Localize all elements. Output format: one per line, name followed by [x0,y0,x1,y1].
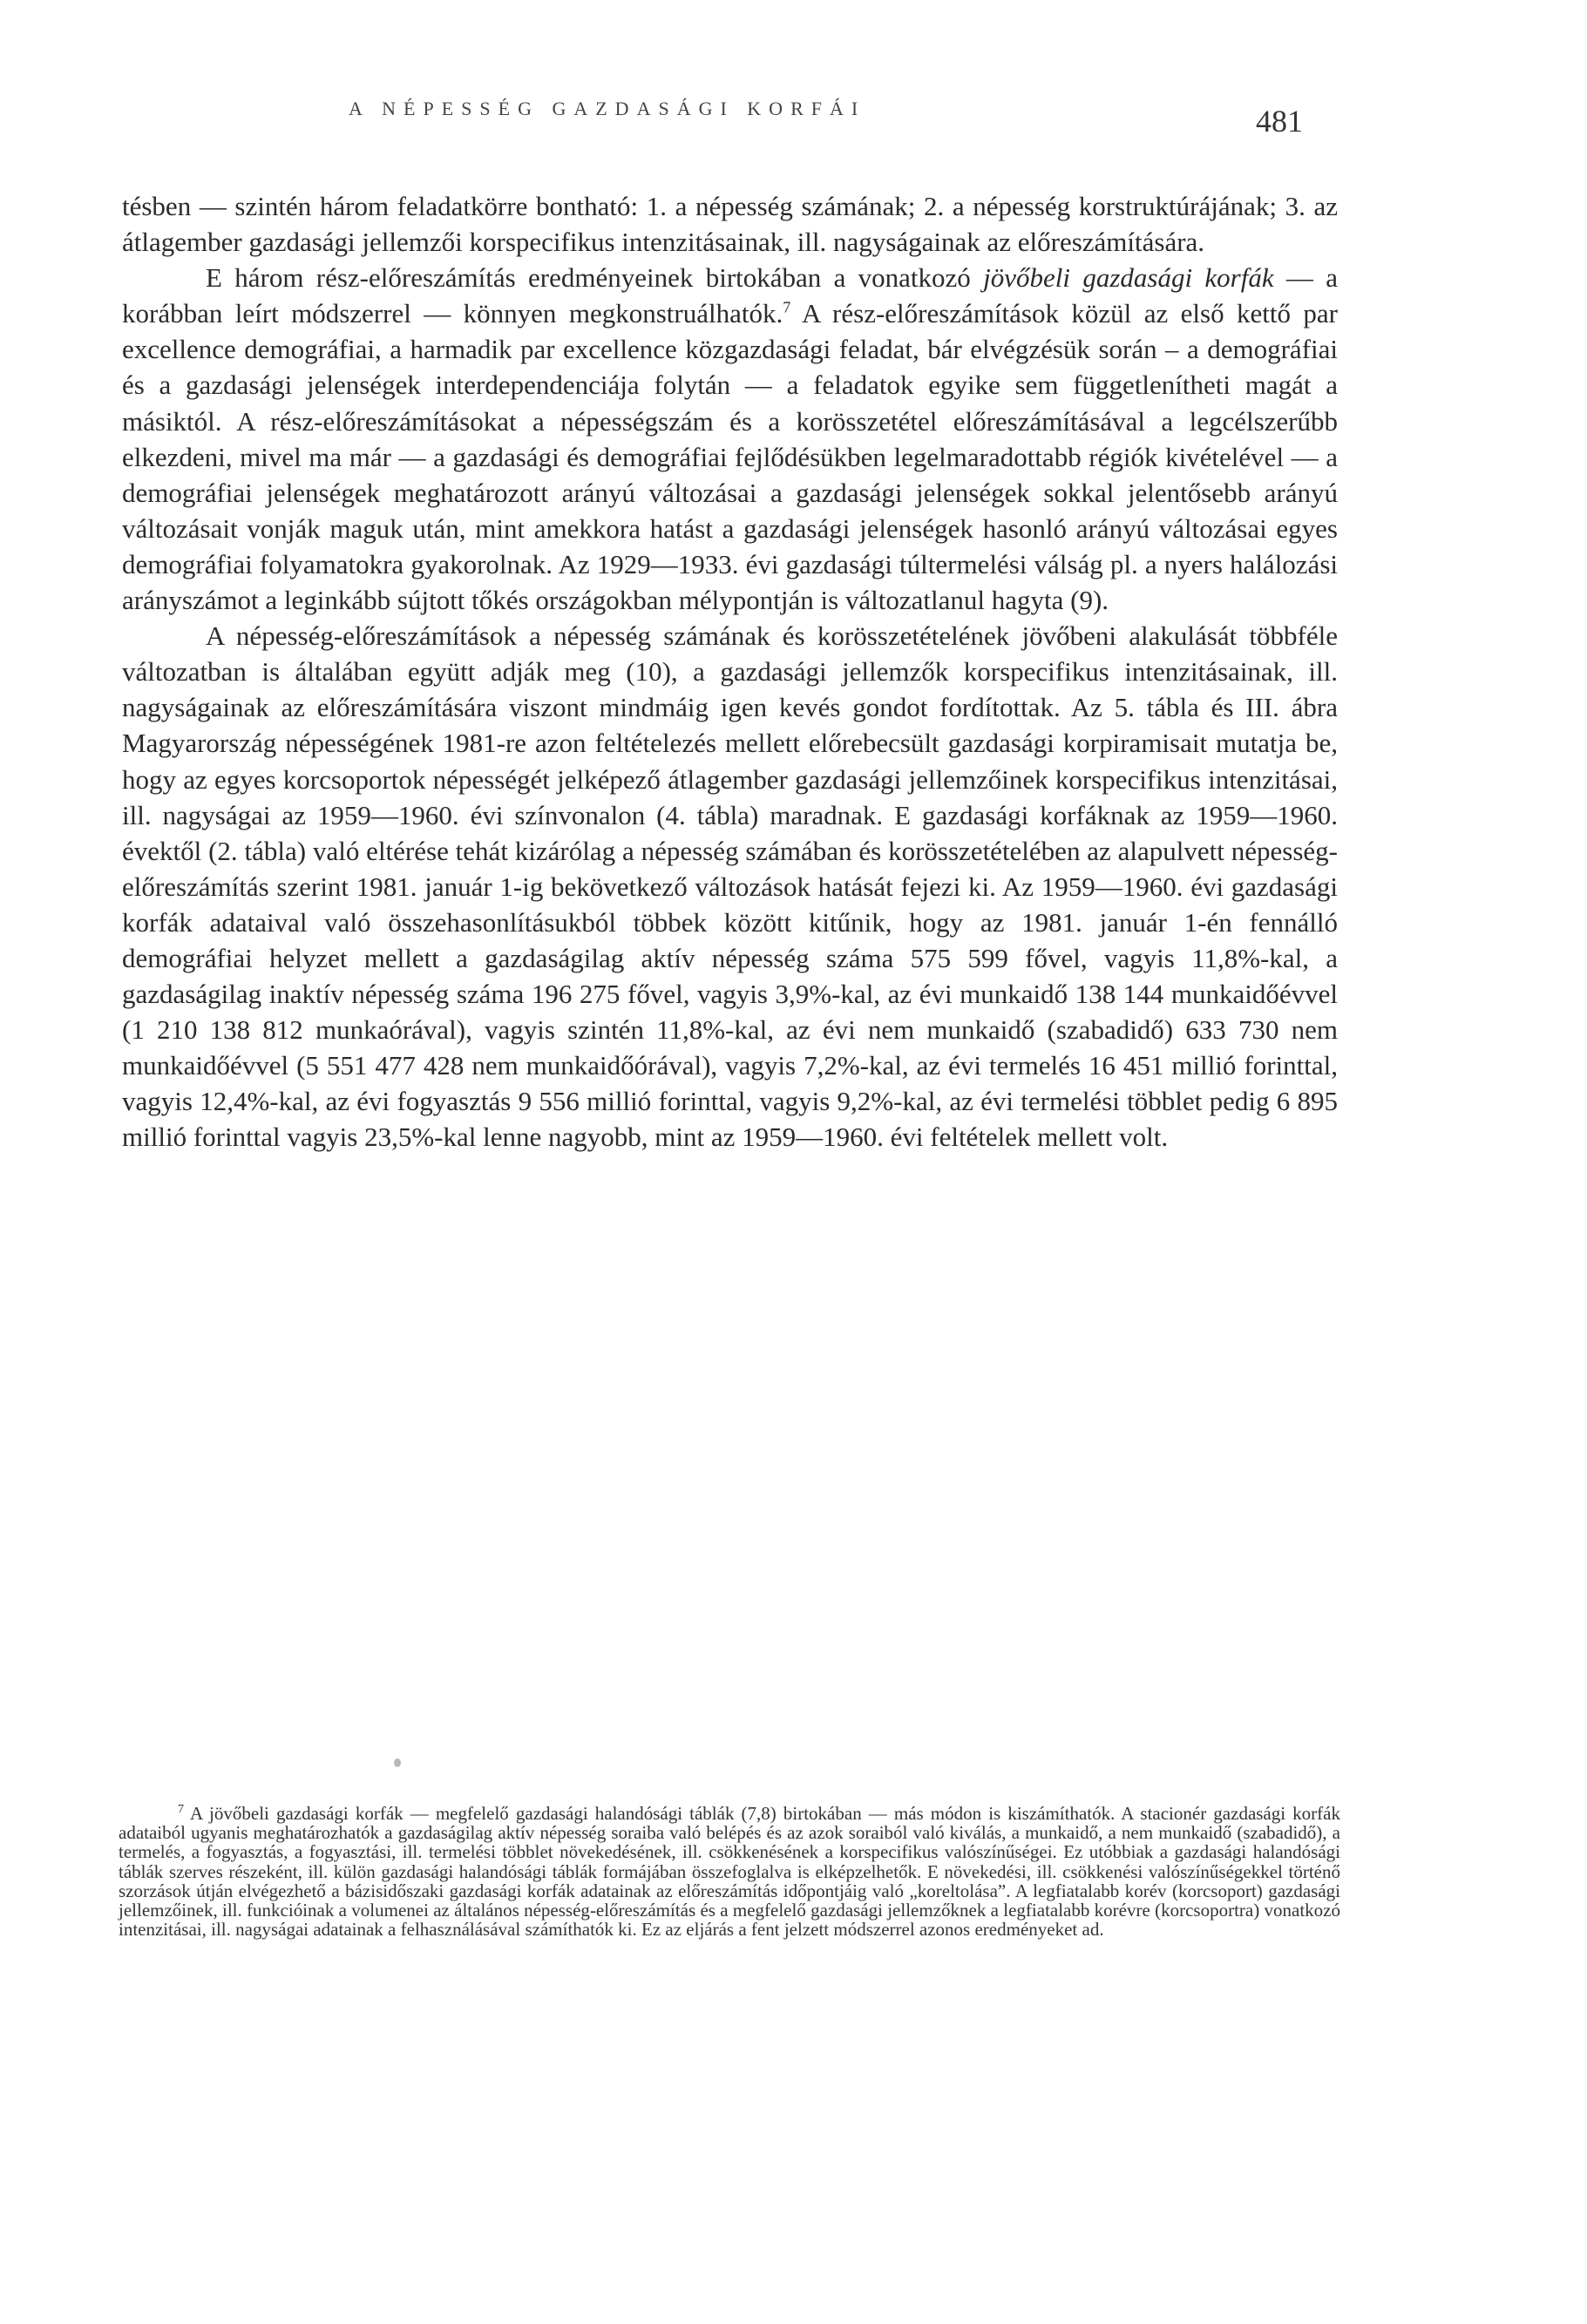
paragraph-2-end: A rész-előreszámítások közül az első kettő par excellence demográfiai, a harmadik par excellence közgazdasági feladat, bár elvégzésük során – a demográfiai és a gazdasági jelenségek interdependenciája folytán — a feladatok egyike sem függetlenítheti magát a másiktól. A rész-előreszámításokat a népességszám és a korösszetétel előreszámításával a legcélszerűbb elkezdeni, mivel ma már — a gazdasági és demográfiai fejlődésükben legelmaradottabb régiók kivételével — a demográfiai jelenségek meghatározott arányú változásai a gazdasági jelenségek sokkal jelentősebb arányú változásait vonják maguk után, mint amekkora hatást a gazdasági jelenségek hasonló arányú változásai egyes demográfiai folyamatokra gyakorolnak. Az 1929—1933. évi gazdasági túltermelési válság pl. a nyers halálozási arányszámot a leginkább sújtott tőkés országokban mélypontján is változatlanul hagyta (9). [122,298,1338,616]
footnote-marker: 7 [178,1803,184,1816]
footnote [119,1804,1340,1939]
main-text [122,188,1338,1155]
paragraph-2 [122,260,1338,618]
paragraph-3: A népesség-előreszámítások a népesség számának és korösszetételének jövőbeni alakulását többféle változatban is általában együtt adják meg (10), a gazdasági jellemzők korspecifikus intenzitásainak, ill. nagyságainak az előreszámítására viszont mindmáig igen kevés gondot fordítottak. Az 5. tábla és III. ábra Magyarország népességének 1981-re azon feltételezés mellett előrebecsült gazdasági korpiramisait mutatja be, hogy az egyes korcsoportok népességét jelképező átlagember gazdasági jellemzőinek korspecifikus intenzitásai, ill. nagyságai az 1959—1960. évi színvonalon (4. tábla) maradnak. E gazdasági korfáknak az 1959—1960. évektől (2. tábla) való eltérése tehát kizárólag a népesség számában és korösszetételében az alapulvett népesség-előreszámítás szerint 1981. január 1-ig bekövetkező változások hatását fejezi ki. Az 1959—1960. évi gazdasági korfák adataival való összehasonlításukból többek között kitűnik, hogy az 1981. január 1-én fennálló demográfiai helyzet mellett a gazdaságilag aktív népesség száma 575 599 fővel, vagyis 11,8%-kal, a gazdaságilag inaktív népesség száma 196 275 fővel, vagyis 3,9%-kal, az évi munkaidő 138 144 munkaidőévvel (1 210 138 812 munkaórával), vagyis szintén 11,8%-kal, az évi nem munkaidő (szabadidő) 633 730 nem munkaidőévvel (5 551 477 428 nem munkaidőórával), vagyis 7,2%-kal, az évi termelés 16 451 millió forinttal, vagyis 12,4%-kal, az évi fogyasztás 9 556 millió forinttal, vagyis 9,2%-kal, az évi termelési többlet pedig 6 895 millió forinttal vagyis 23,5%-kal lenne nagyobb, mint az 1959—1960. évi feltételek mellett volt. [122,620,1338,1153]
print-smudge [394,1758,401,1767]
running-head: A NÉPESSÉG GAZDASÁGI KORFÁI [349,98,866,119]
page-number: 481 [1256,104,1303,139]
paragraph-1: tésben — szintén három feladatkörre bontható: 1. a népesség számának; 2. a népesség korstruktúrájának; 3. az átlagember gazdasági jellemzői korspecifikus intenzitásainak, ill. nagyságainak az előreszámítására. [122,191,1338,258]
paragraph-2-start: E három rész-előreszámítás eredményeinek birtokában a vonatkozó [206,262,971,294]
paragraph-2-mid: — a korábban leírt módszerrel — könnyen megkonstruálhatók. [122,262,1339,329]
italic-term: jövőbeli gazdasági korfák [983,262,1274,294]
footnote-reference[interactable]: 7 [783,298,791,316]
footnote-7 [119,1804,1340,1939]
footnote-text: A jövőbeli gazdasági korfák — megfelelő gazdasági halandósági táblák (7,8) birtokában — más módon is kiszámíthatók. A stacionér gazdasági korfák adataiból ugyanis meghatározhatók a gazdaságilag aktív népesség soraiba való belépés és az azok soraiból való kiválás, a munkaidő, a nem munkaidő (szabadidő), a termelés, a fogyasztás, a fogyasztási, ill. termelési többlet növekedésének, ill. csökkenésének a korspecifikus valószínűségei. Ez utóbbiak a gazdasági halandósági táblák szerves részeként, ill. külön gazdasági halandósági táblák formájában összefoglalva is elképzelhetők. E növekedési, ill. csökkenési valószínűségekkel történő szorzások útján elvégezhető a bázisidőszaki gazdasági korfák adatainak az előreszámítás időpontjáig való „koreltolása”. A legfiatalabb korév (korcsoport) gazdasági jellemzőinek, ill. funkcióinak a volumenei az általános népesség-előreszámítás és a megfelelő gazdasági jellemzőknek a legfiatalabb korévre (korcsoportra) vonatkozó intenzitásai, ill. nagyságai adatainak a felhasználásával számíthatók ki. Ez az eljárás a fent jelzett módszerrel azonos eredményeket ad. [119,1803,1340,1941]
